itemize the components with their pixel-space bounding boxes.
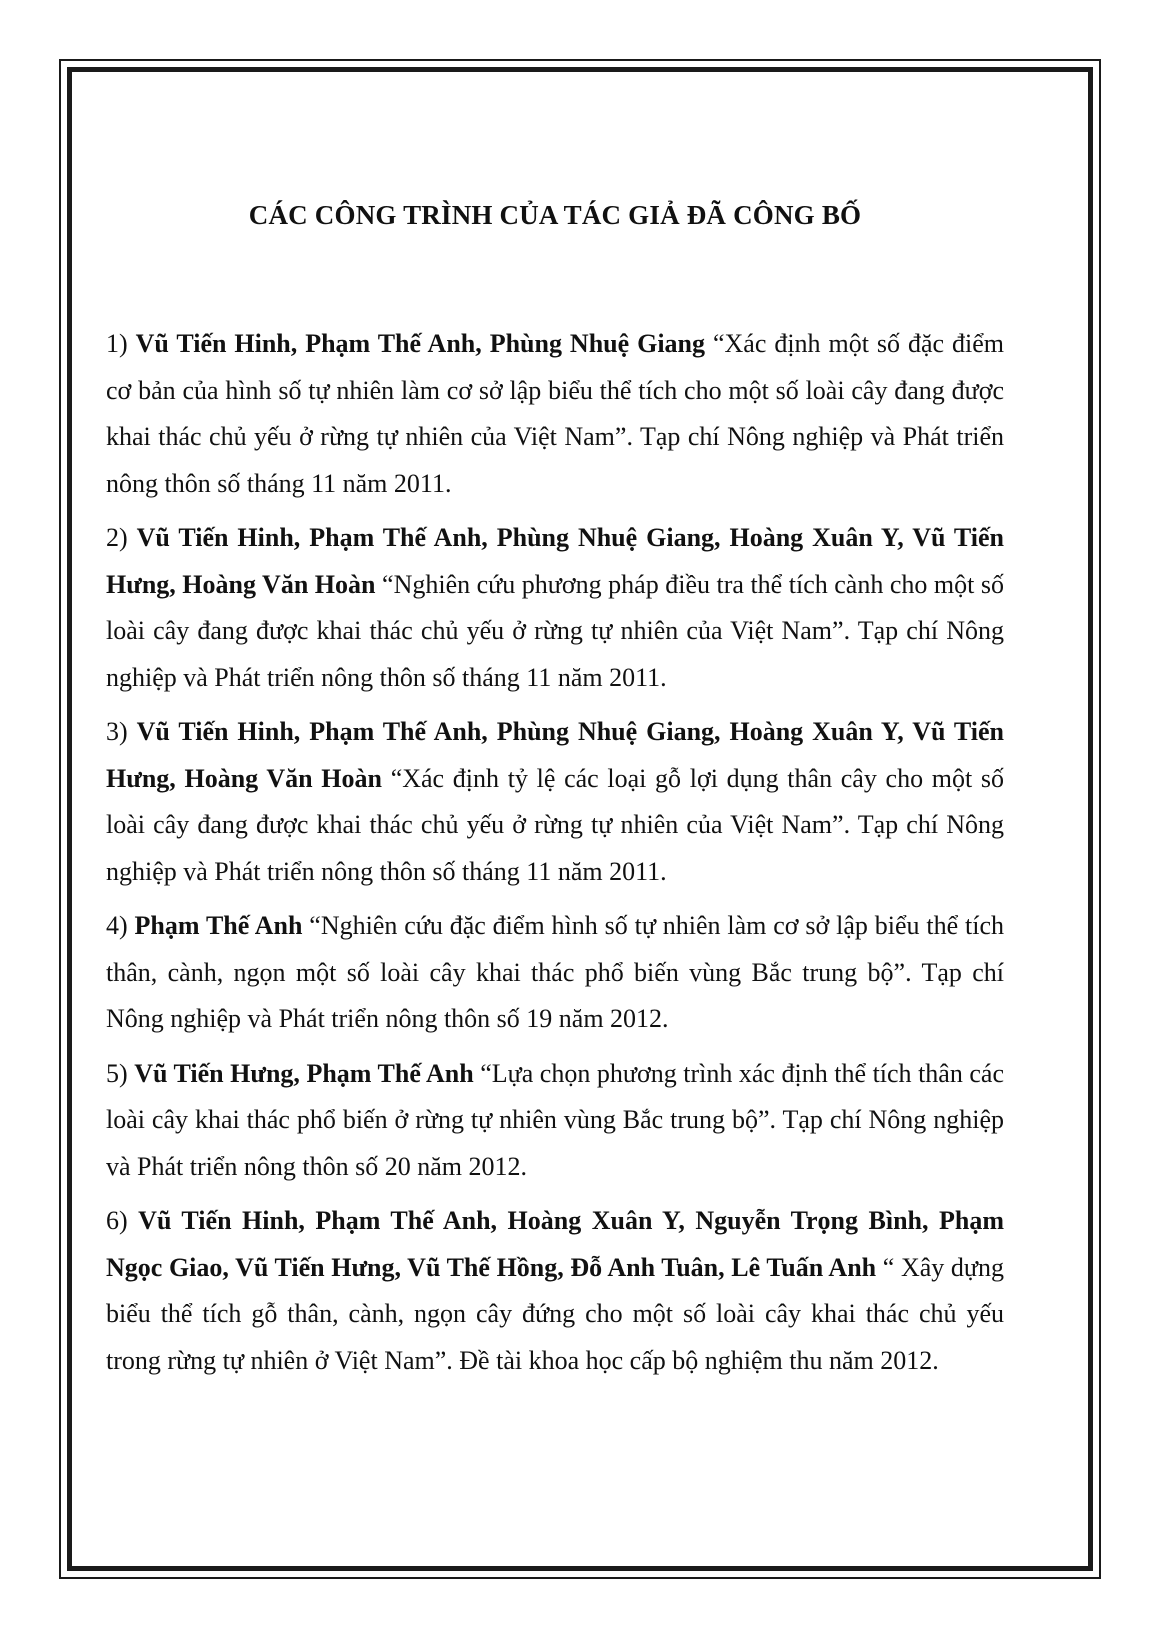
reference-item [106,1198,1004,1384]
reference-text: “Lựa chọn phương trình xác định thể tích thân các loài cây khai thác phổ biến ở rừng tự nhiên vùng Bắc trung bộ”. Tạp chí Nông nghiệp và Phát triển nông thôn số 20 năm 2012. [106,1058,1005,1181]
reference-list [106,321,1004,1384]
reference-number: 5) [106,1058,128,1088]
reference-authors: Phạm Thế Anh [134,911,303,940]
reference-authors: Vũ Tiến Hinh, Phạm Thế Anh, Hoàng Xuân Y, Nguyễn Trọng Bình, Phạm Ngọc Giao, Vũ Tiến Hưng, Vũ Thế Hồng, Đỗ Anh Tuân, Lê Tuấn Anh [106,1206,1004,1282]
reference-authors: Vũ Tiến Hinh, Phạm Thế Anh, Phùng Nhuệ Giang, Hoàng Xuân Y, Vũ Tiến Hưng, Hoàng Văn Hoàn [106,523,1005,599]
reference-number: 2) [106,523,128,552]
reference-text: “Xác định một số đặc điểm cơ bản của hình số tự nhiên làm cơ sở lập biểu thể tích cho một số loài cây đang được khai thác chủ yếu ở rừng tự nhiên của Việt Nam”. Tạp chí Nông nghiệp và Phát triển nông thôn số tháng 11 năm 2011. [106,329,1004,498]
reference-item [106,515,1004,701]
reference-number: 6) [106,1206,128,1235]
reference-item [106,709,1004,895]
reference-item [106,903,1004,1043]
page-title: CÁC CÔNG TRÌNH CỦA TÁC GIẢ ĐÃ CÔNG BỐ [248,200,862,230]
reference-text: “Xác định tỷ lệ các loại gỗ lợi dụng thân cây cho một số loài cây đang được khai thác chủ yếu ở rừng tự nhiên của Việt Nam”. Tạp chí Nông nghiệp và Phát triển nông thôn số tháng 11 năm 2011. [106,763,1005,886]
reference-text: “Nghiên cứu đặc điểm hình số tự nhiên làm cơ sở lập biểu thể tích thân, cành, ngọn một số loài cây khai thác phổ biến vùng Bắc trung bộ”. Tạp chí Nông nghiệp và Phát triển nông thôn số 19 năm 2012. [106,911,1005,1033]
reference-item [106,1051,1004,1191]
reference-number: 1) [106,329,128,358]
reference-item [106,321,1004,507]
reference-text: “ Xây dựng biểu thể tích gỗ thân, cành, ngọn cây đứng cho một số loài cây khai thác chủ yếu trong rừng tự nhiên ở Việt Nam”. Đề tài khoa học cấp bộ nghiệm thu năm 2012. [106,1252,1005,1375]
reference-text: “Nghiên cứu phương pháp điều tra thể tích cành cho một số loài cây đang được khai thác chủ yếu ở rừng tự nhiên của Việt Nam”. Tạp chí Nông nghiệp và Phát triển nông thôn số tháng 11 năm 2011. [106,569,1005,692]
reference-authors: Vũ Tiến Hinh, Phạm Thế Anh, Phùng Nhuệ Giang [135,329,706,358]
reference-authors: Vũ Tiến Hưng, Phạm Thế Anh [134,1058,474,1088]
reference-number: 3) [106,717,128,746]
document-content [106,200,1004,1392]
reference-number: 4) [106,911,128,940]
reference-authors: Vũ Tiến Hinh, Phạm Thế Anh, Phùng Nhuệ Giang, Hoàng Xuân Y, Vũ Tiến Hưng, Hoàng Văn Hoàn [106,717,1005,793]
